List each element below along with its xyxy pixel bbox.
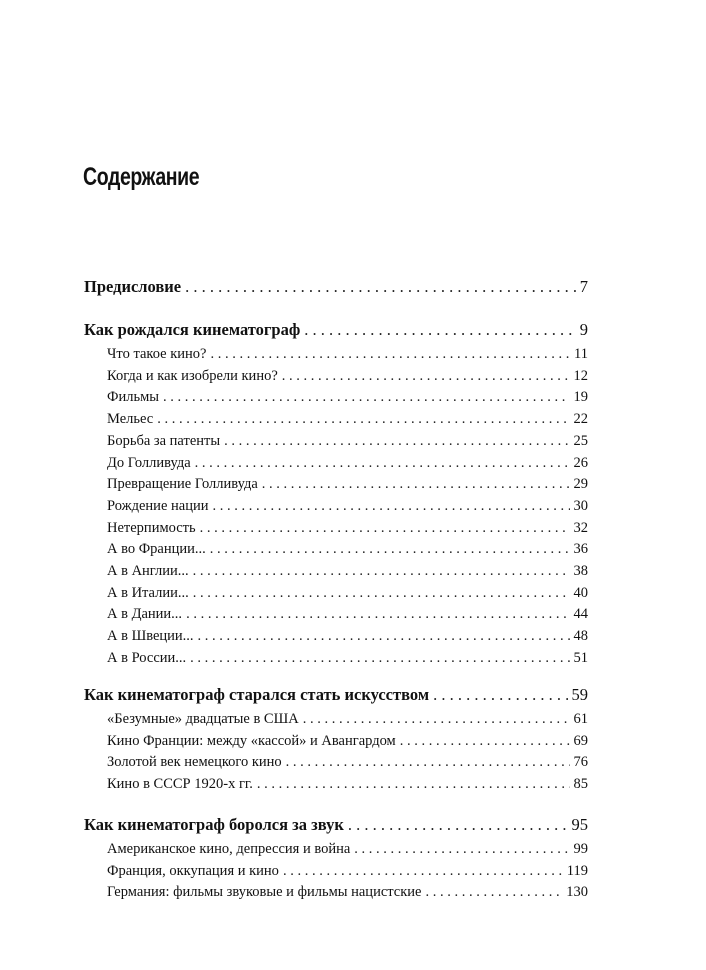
- page-number: 85: [573, 776, 588, 793]
- dot-leader: [224, 433, 569, 450]
- dot-leader: [190, 650, 569, 667]
- page-number: 36: [573, 541, 588, 558]
- page-number: 69: [573, 732, 588, 749]
- page-number: 11: [574, 346, 588, 362]
- chapter-title: Как кинематограф боролся за звук: [84, 815, 344, 834]
- page-number: 9: [579, 320, 588, 339]
- toc-section: [107, 776, 588, 793]
- section-title: Золотой век немецкого кино: [107, 754, 282, 771]
- dot-leader: [303, 711, 570, 728]
- page-number: 22: [573, 411, 588, 428]
- dot-leader: [193, 563, 570, 580]
- page-number: 48: [573, 628, 588, 645]
- section-title: Борьба за патенты: [107, 432, 221, 449]
- dot-leader: [286, 754, 570, 771]
- page-number: 119: [566, 862, 588, 879]
- toc-section: [107, 455, 588, 472]
- toc-section: [107, 650, 588, 667]
- section-title: Франция, оккупация и кино: [107, 862, 279, 879]
- toc-section: [107, 884, 588, 901]
- dot-leader: [212, 498, 569, 515]
- toc-section: [107, 520, 588, 537]
- dot-leader: [210, 541, 570, 558]
- page-number: 99: [573, 841, 588, 857]
- page-number: 44: [573, 606, 588, 623]
- section-title: Германия: фильмы звуковые и фильмы нацистские: [107, 884, 422, 901]
- dot-leader: [186, 606, 569, 623]
- section-title: Американское кино, депрессия и война: [107, 841, 351, 857]
- dot-leader: [433, 685, 567, 705]
- page-number: 76: [573, 754, 588, 771]
- dot-leader: [354, 841, 569, 858]
- page-number: 40: [573, 584, 588, 601]
- section-title: Кино Франции: между «кассой» и Авангардом: [107, 732, 396, 749]
- page-number: 26: [573, 454, 588, 471]
- page-number: 25: [573, 432, 588, 449]
- dot-leader: [257, 776, 570, 793]
- page-number: 32: [573, 519, 588, 536]
- dot-leader: [400, 733, 570, 750]
- toc-section: [107, 498, 588, 515]
- dot-leader: [304, 320, 576, 340]
- section-title: Рождение нации: [107, 497, 209, 514]
- dot-leader: [283, 863, 563, 880]
- dot-leader: [262, 476, 570, 493]
- page-title: Содержание: [83, 163, 200, 191]
- toc-section: [107, 541, 588, 558]
- page-number: 29: [573, 476, 588, 493]
- page-number: 38: [573, 563, 588, 579]
- toc-section: [107, 433, 588, 450]
- page-number: 95: [571, 815, 588, 834]
- section-title: Когда и как изобрели кино?: [107, 367, 278, 384]
- chapter-title: Предисловие: [84, 277, 182, 296]
- toc-section: [107, 754, 588, 771]
- chapter-title: Как рождался кинематограф: [84, 320, 301, 339]
- chapter-title: Как кинематограф старался стать искусством: [84, 685, 430, 704]
- dot-leader: [195, 455, 570, 472]
- section-title: А во Франции...: [107, 541, 206, 558]
- toc-section: [107, 863, 588, 880]
- section-title: А в Англии...: [107, 563, 189, 579]
- section-title: А в Дании...: [107, 606, 183, 623]
- dot-leader: [163, 389, 570, 406]
- section-title: Что такое кино?: [107, 346, 207, 362]
- dot-leader: [425, 884, 562, 901]
- toc-chapter: [84, 277, 588, 297]
- section-title: А в Италии...: [107, 584, 189, 601]
- section-title: Нетерпимость: [107, 519, 196, 536]
- dot-leader: [157, 411, 569, 428]
- section-title: Превращение Голливуда: [107, 476, 258, 493]
- toc-chapter: [84, 685, 588, 705]
- toc-section: [107, 346, 588, 363]
- section-title: «Безумные» двадцатые в США: [107, 711, 299, 727]
- toc-chapter: [84, 320, 588, 340]
- toc-section: [107, 841, 588, 858]
- section-title: Фильмы: [107, 389, 159, 406]
- toc-section: [107, 628, 588, 645]
- section-title: Кино в СССР 1920-х гг.: [107, 776, 253, 793]
- toc-chapter: [84, 815, 588, 835]
- page-number: 7: [579, 277, 588, 296]
- section-title: Мельес: [107, 411, 154, 428]
- toc-section: [107, 389, 588, 406]
- page-number: 130: [566, 884, 588, 901]
- dot-leader: [193, 585, 570, 602]
- toc-section: [107, 476, 588, 493]
- page-number: 19: [573, 389, 588, 406]
- dot-leader: [185, 277, 576, 297]
- page-number: 59: [571, 685, 588, 704]
- toc-section: [107, 606, 588, 623]
- dot-leader: [210, 346, 570, 363]
- section-title: До Голливуда: [107, 454, 191, 471]
- dot-leader: [200, 520, 570, 537]
- section-title: А в России...: [107, 649, 187, 666]
- dot-leader: [282, 368, 570, 385]
- toc-section: [107, 368, 588, 385]
- page-number: 30: [573, 497, 588, 514]
- toc-section: [107, 411, 588, 428]
- section-title: А в Швеции...: [107, 628, 194, 645]
- toc-section: [107, 711, 588, 728]
- page-number: 12: [573, 367, 588, 384]
- dot-leader: [348, 815, 568, 835]
- dot-leader: [198, 628, 570, 645]
- page-number: 51: [573, 649, 588, 666]
- page-number: 61: [573, 711, 588, 727]
- toc-section: [107, 563, 588, 580]
- toc-section: [107, 733, 588, 750]
- toc-section: [107, 585, 588, 602]
